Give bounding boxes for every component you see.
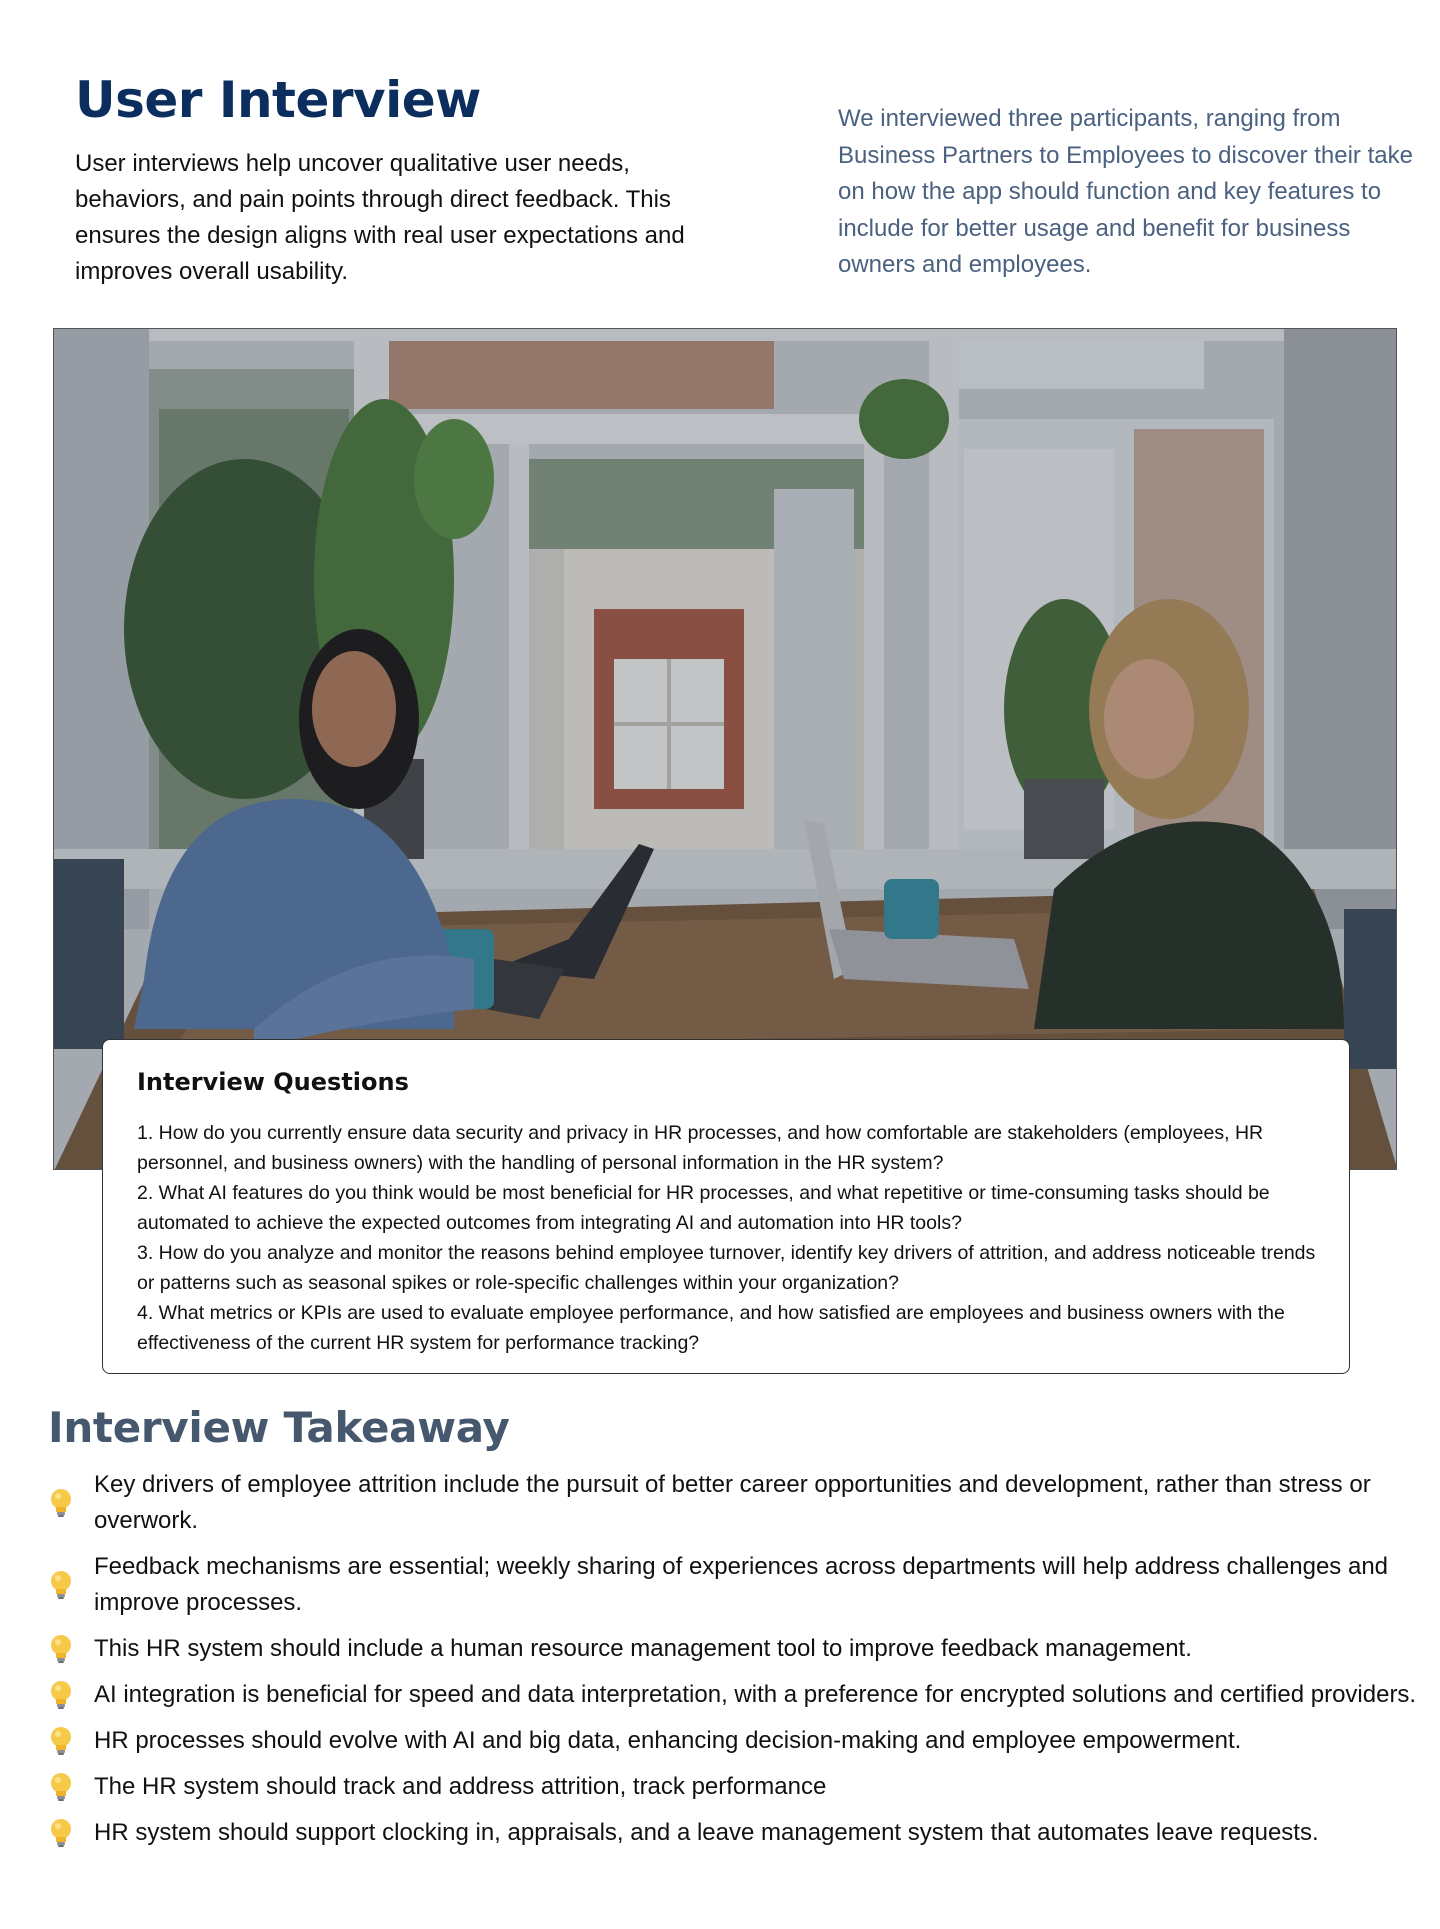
- takeaway-text: Feedback mechanisms are essential; weekly sharing of experiences across departments will help address challenges and improve processes.: [94, 1553, 1389, 1616]
- takeaway-item: [48, 1769, 1418, 1805]
- lightbulb-icon: [48, 1772, 94, 1802]
- takeaway-item: [48, 1549, 1418, 1621]
- question-item: 1. How do you currently ensure data security and privacy in HR processes, and how comfortable are stakeholders (employees, HR personnel, and business owners) with the handling of personal information in the HR system?: [137, 1122, 1264, 1174]
- questions-list: [137, 1118, 1319, 1358]
- lightbulb-icon: [48, 1680, 94, 1710]
- question-item: 2. What AI features do you think would be most beneficial for HR processes, and what repetitive or time-consuming tasks should be automated to achieve the expected outcomes from integrating AI and automation into HR tools?: [137, 1182, 1270, 1234]
- lightbulb-icon: [48, 1726, 94, 1756]
- lightbulb-icon: [48, 1570, 94, 1600]
- takeaway-text: This HR system should include a human resource management tool to improve feedback management.: [94, 1635, 1192, 1662]
- takeaway-item: [48, 1815, 1418, 1851]
- takeaway-text: Key drivers of employee attrition include the pursuit of better career opportunities and development, rather than stress or overwork.: [94, 1471, 1371, 1534]
- lightbulb-icon: [48, 1634, 94, 1664]
- lightbulb-icon: [48, 1818, 94, 1848]
- takeaway-item: [48, 1631, 1418, 1667]
- page-title: User Interview: [75, 71, 481, 129]
- intro-paragraph: User interviews help uncover qualitative user needs, behaviors, and pain points through direct feedback. This ensures the design aligns with real user expectations and improves overall usability.: [75, 150, 685, 285]
- takeaway-text: HR system should support clocking in, appraisals, and a leave management system that automates leave requests.: [94, 1819, 1319, 1846]
- takeaway-item: [48, 1723, 1418, 1759]
- interview-summary: We interviewed three participants, ranging from Business Partners to Employees to discover their take on how the app should function and key features to include for better usage and benefit for business owners and employees.: [838, 105, 1413, 278]
- lightbulb-icon: [48, 1488, 94, 1518]
- takeaway-item: [48, 1467, 1418, 1539]
- takeaway-list: [48, 1467, 1418, 1861]
- question-item: 4. What metrics or KPIs are used to evaluate employee performance, and how satisfied are employees and business owners with the effectiveness of the current HR system for performance tracking?: [137, 1302, 1285, 1354]
- takeaway-item: [48, 1677, 1418, 1713]
- header-left: [75, 72, 715, 290]
- interview-questions-card: [102, 1039, 1350, 1374]
- takeaway-text: HR processes should evolve with AI and big data, enhancing decision-making and employee empowerment.: [94, 1727, 1242, 1754]
- takeaway-title: Interview Takeaway: [48, 1403, 510, 1452]
- questions-title: Interview Questions: [137, 1068, 409, 1096]
- takeaway-text: AI integration is beneficial for speed and data interpretation, with a preference for encrypted solutions and certified providers.: [94, 1681, 1417, 1708]
- question-item: 3. How do you analyze and monitor the reasons behind employee turnover, identify key drivers of attrition, and address noticeable trends or patterns such as seasonal spikes or role-specific challenges within your organization?: [137, 1242, 1316, 1294]
- takeaway-text: The HR system should track and address attrition, track performance: [94, 1773, 827, 1800]
